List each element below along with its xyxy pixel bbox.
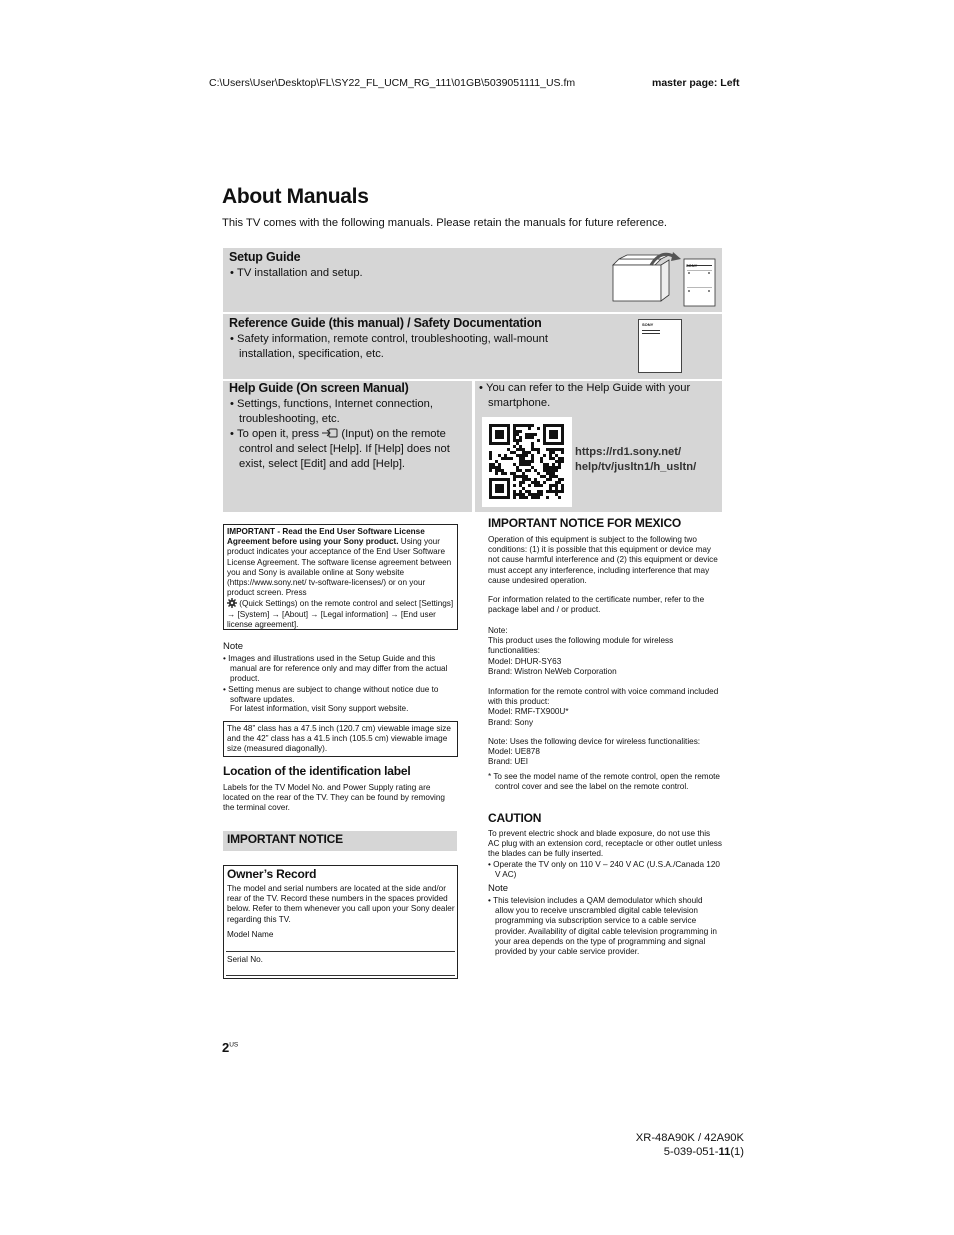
url-line-1: https://rd1.sony.net/ — [575, 446, 682, 458]
location-text: Labels for the TV Model No. and Power Supply rating are located on the rear of the TV. They can be found by removing the terminal cover. — [223, 783, 445, 813]
note-heading: Note — [223, 641, 244, 652]
page-suffix: US — [229, 1041, 239, 1049]
caution-list — [488, 860, 722, 880]
list-item: • TV installation and setup. — [229, 266, 363, 281]
footer — [636, 1131, 744, 1159]
eula-bold: IMPORTANT - Read the End User Software License Agreement before using your Sony product. — [227, 527, 425, 547]
list-item: • Safety information, remote control, troubleshooting, wall-mount installation, specification, etc. — [229, 332, 594, 362]
help-guide-list — [229, 397, 467, 472]
list-item: • Setting menus are subject to change without notice due to software updates. — [223, 685, 458, 705]
page-number-value: 2 — [222, 1040, 230, 1055]
mexico-p5-line: Model: UE878 — [488, 747, 540, 757]
important-notice-bar: IMPORTANT NOTICE — [223, 831, 457, 851]
caution-text: To prevent electric shock and blade exposure, do not use this AC plug with an extension cord, receptacle or other outlet unless the blades can be fully inserted. — [488, 829, 722, 859]
help-guide-box — [223, 381, 472, 512]
footer-code — [636, 1145, 744, 1159]
setup-guide-box — [223, 248, 722, 312]
intro-text: This TV comes with the following manuals. Please retain the manuals for future reference. — [222, 217, 668, 229]
qr-code-icon — [482, 417, 572, 507]
mexico-p4-line: Information for the remote control with voice command included with this product: — [488, 687, 719, 707]
mexico-p3-line: Brand: Wistron NeWeb Corporation — [488, 666, 617, 676]
mexico-p4-line: Model: RMF-TX900U* — [488, 707, 569, 717]
url-line-2: help/tv/jusltn1/h_usltn/ — [575, 461, 697, 473]
qr-code[interactable] — [482, 417, 572, 507]
mexico-p3-line: Model: DHUR-SY63 — [488, 656, 562, 666]
mexico-p5 — [488, 737, 722, 768]
eula-box — [223, 524, 458, 630]
serial-no-label: Serial No. — [227, 955, 263, 964]
model-name-label: Model Name — [227, 930, 274, 939]
help-open-text-2: (Input) on the remote control and select [Help]. If [Help] does not exist, select [Edit] and add [Help]. — [239, 428, 450, 470]
eula-text-1: Using your product indicates your acceptance of the End User Software License Agreement. The software license agreement between you and Sony is available online at Sony website (https://www.sony.net/ tv-software-licenses/) or on your product screen. Press — [227, 537, 452, 598]
setup-doc-brand: SONY — [686, 263, 698, 268]
help-guide-heading: Help Guide (On screen Manual) — [229, 381, 409, 395]
location-heading: Location of the identification label — [223, 764, 411, 778]
mexico-p5-line: Brand: UEI — [488, 757, 529, 767]
mexico-p1: Operation of this equipment is subject to the following two conditions: (1) it is possible that this equipment or device may not cause harmful interference and (2) this equipment or device must accept any interference, including interference that may cause undesired operation. — [488, 535, 718, 585]
reference-guide-list — [229, 332, 594, 362]
list-item: • Images and illustrations used in the Setup Guide and this manual are for reference only and may differ from the actual product. — [223, 654, 458, 685]
caution-heading: CAUTION — [488, 811, 542, 825]
reference-guide-heading: Reference Guide (this manual) / Safety Documentation — [229, 316, 542, 330]
page-title: About Manuals — [222, 185, 369, 208]
list-item: • Settings, functions, Internet connection, troubleshooting, etc. — [229, 397, 467, 427]
mexico-p3-line: This product uses the following module for wireless functionalities: — [488, 636, 674, 656]
file-path: C:\Users\User\Desktop\FL\SY22_FL_UCM_RG_111\01GB\5039051111_US.fm — [209, 77, 576, 89]
owners-record-heading: Owner’s Record — [227, 867, 317, 881]
mexico-footnote-text: To see the model name of the remote control, open the remote control cover and see the label on the remote control. — [493, 772, 720, 792]
setup-guide-list — [229, 266, 363, 281]
list-item: • This television includes a QAM demodulator which should allow you to receive unscrambled digital cable television programming via subscription service to a cable service provider. Availability of digital cable television programming in your area depends on the type of programming and signal provided by your cable service provider. — [488, 896, 722, 957]
list-item: • You can refer to the Help Guide with your smartphone. — [478, 381, 718, 411]
input-icon — [322, 428, 338, 438]
quick-settings-icon — [227, 598, 237, 608]
help-guide-qr-box — [475, 381, 722, 512]
note-extra: For latest information, visit Sony support website. — [230, 704, 409, 713]
serial-no-line[interactable] — [226, 975, 455, 976]
list-item — [229, 427, 467, 472]
caution-note-list — [488, 896, 722, 957]
help-smartphone-list — [478, 381, 718, 411]
owners-record-text: The model and serial numbers are located at the side and/or rear of the TV. Record these numbers in the spaces provided below. Refer to them whenever you call upon your Sony dealer regarding this TV. — [227, 884, 455, 924]
setup-guide-heading: Setup Guide — [229, 250, 301, 264]
reference-guide-box — [223, 314, 722, 379]
footer-code-prefix: 5-039-051- — [663, 1146, 719, 1158]
mexico-p2: For information related to the certificate number, refer to the package label and / or product. — [488, 595, 705, 615]
note-list — [223, 654, 458, 705]
mexico-footnote: * To see the model name of the remote control, open the remote control cover and see the label on the remote control. — [488, 772, 720, 792]
help-open-text: To open it, press — [237, 428, 320, 440]
reference-doc-icon — [638, 319, 682, 373]
master-page-label: master page: Left — [652, 77, 740, 89]
footer-model: XR-48A90K / 42A90K — [635, 1132, 744, 1144]
help-guide-url[interactable] — [575, 445, 696, 475]
mexico-p5-line: Note: Uses the following device for wireless functionalities: — [488, 737, 701, 746]
list-item: • Operate the TV only on 110 V – 240 V AC (U.S.A./Canada 120 V AC) — [488, 860, 722, 880]
tv-box-icon — [609, 251, 719, 309]
mexico-p4 — [488, 687, 722, 728]
owners-record-box — [223, 865, 458, 979]
footer-code-suffix: (1) — [730, 1146, 744, 1158]
class-note-box: The 48” class has a 47.5 inch (120.7 cm) viewable image size and the 42” class has a 41.5 inch (105.5 cm) viewable image size (measured diagonally). — [223, 721, 458, 757]
reference-doc-brand: SONY — [642, 322, 654, 327]
page-number — [222, 1040, 238, 1055]
mexico-heading: IMPORTANT NOTICE FOR MEXICO — [488, 516, 682, 530]
mexico-p3-line: Note: — [488, 626, 508, 635]
footer-code-bold: 11 — [718, 1146, 731, 1158]
mexico-p3 — [488, 626, 722, 677]
caution-note-heading: Note — [488, 883, 509, 894]
eula-text-2: (Quick Settings) on the remote control and select [Settings] → [System] → [About] → [Legal information] → [End user license agreement]. — [227, 599, 454, 629]
model-name-line[interactable] — [226, 951, 455, 952]
mexico-p4-line: Brand: Sony — [488, 717, 534, 727]
